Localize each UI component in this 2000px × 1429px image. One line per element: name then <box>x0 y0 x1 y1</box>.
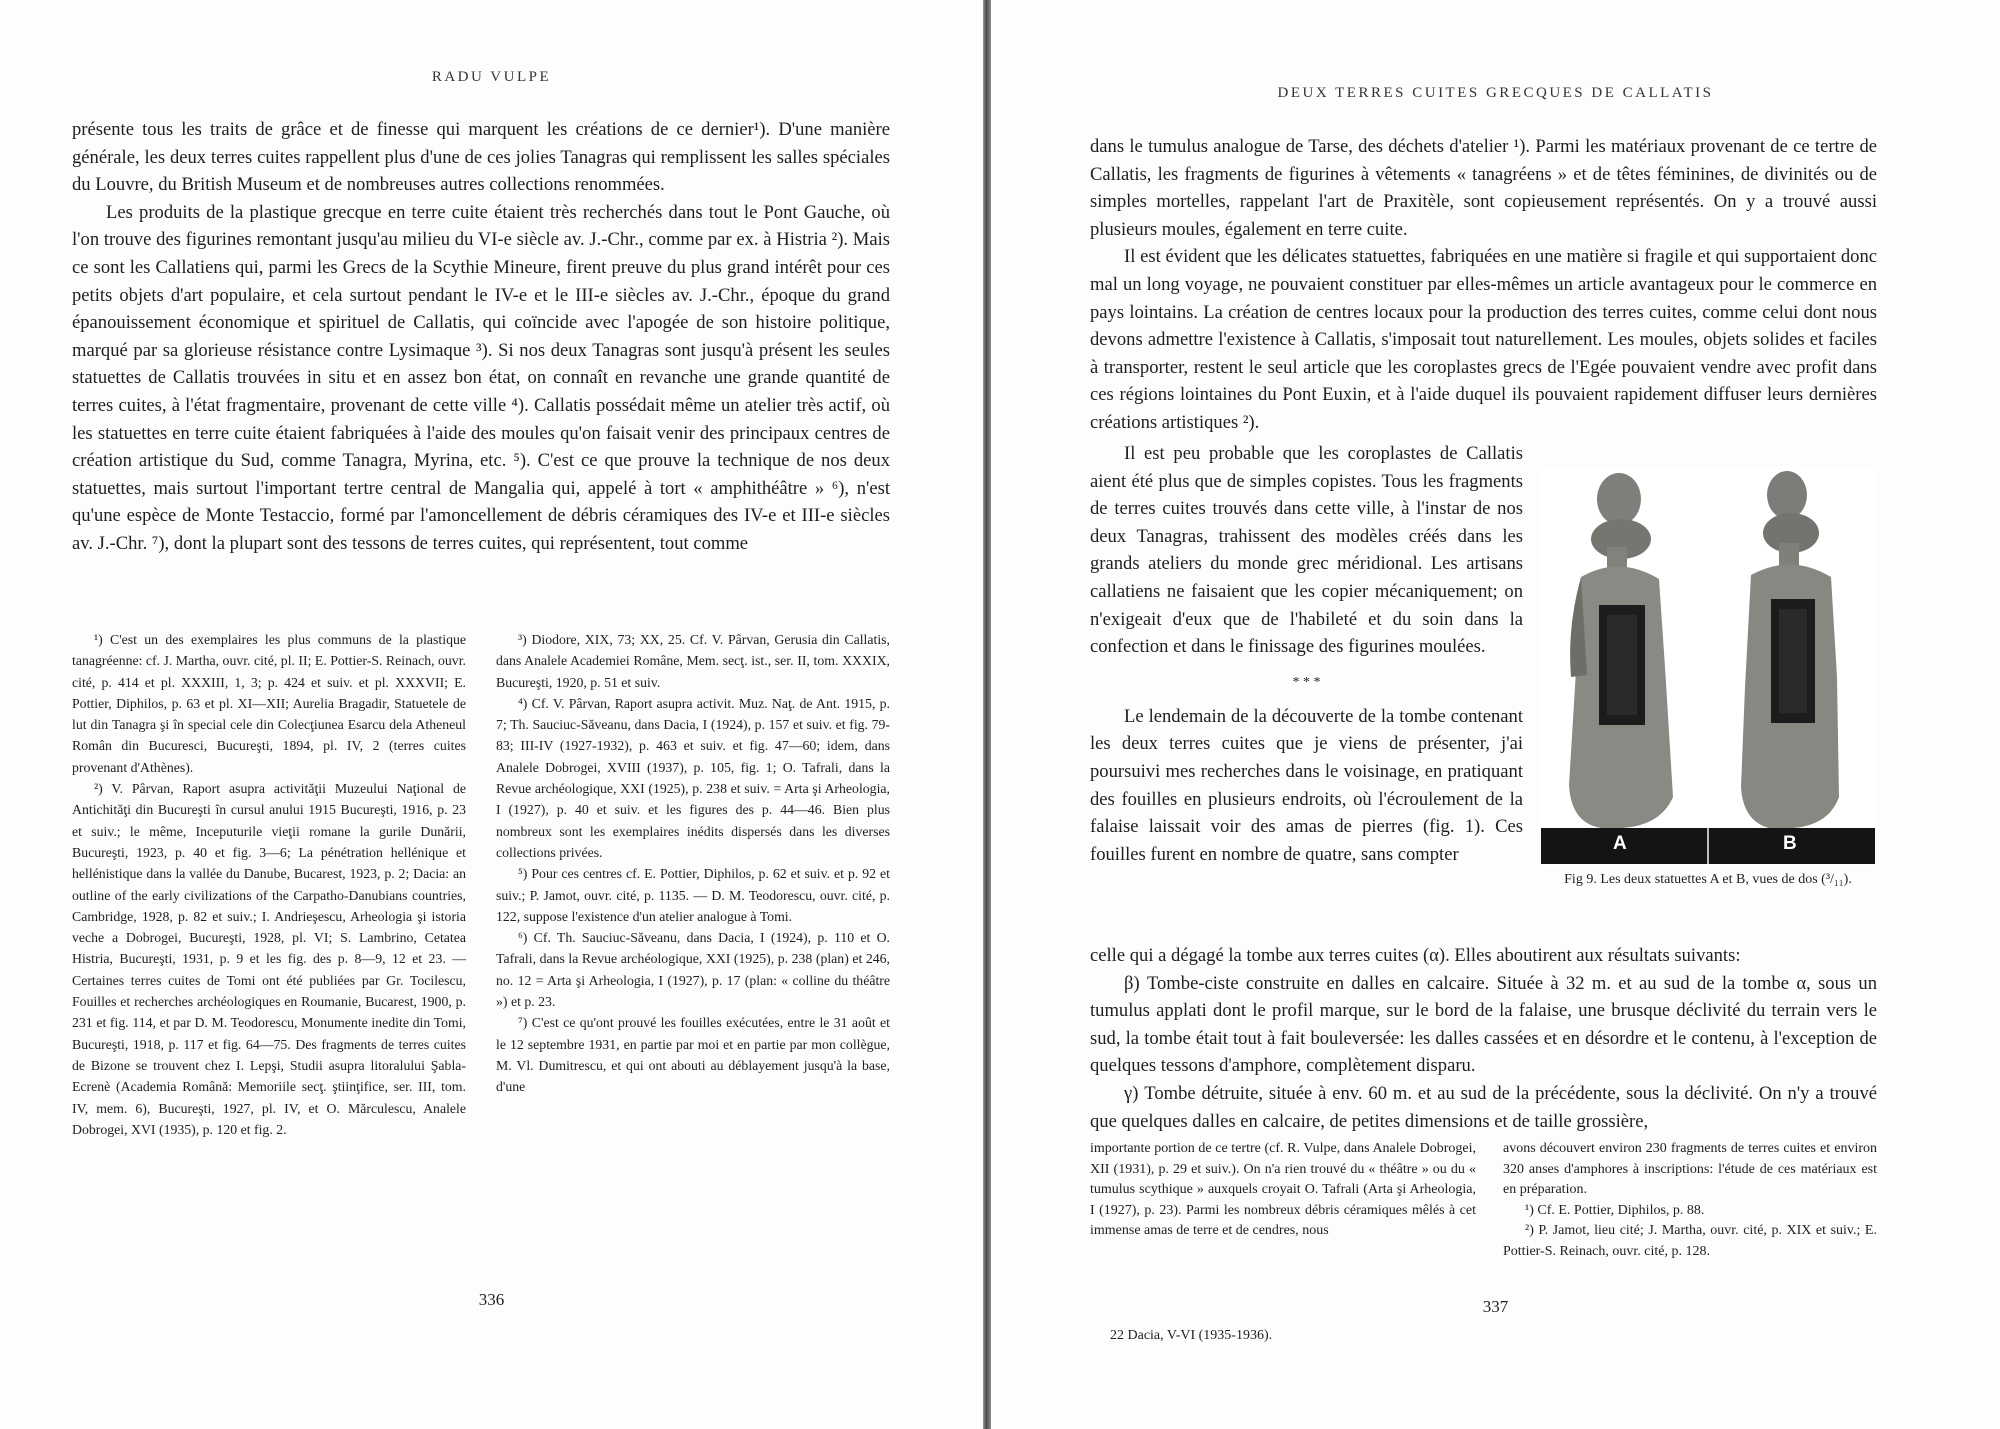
footnote-continuation: importante portion de ce tertre (cf. R. Vulpe, dans Analele Dobrogei, XII (1931), p. 29 et suiv.). On n'a rien trouvé du « théâtre » ou du « tumulus scythique » auxquels croyait O. Tafrali (Arta şi Arheologia, I (1927), p. 23). Parmi les nombreux débris céramiques mêlés à cet immense amas de terre et de cendres, nous <box>1090 1141 1476 1239</box>
footnote-3: ³) Diodore, XIX, 73; XX, 25. Cf. V. Pârvan, Gerusia din Callatis, dans Analele Academiei Române, Mem. secţ. ist., ser. II, tom. XXXIX, Bucureşti, 1920, p. 51 et suiv. <box>496 632 890 690</box>
left-main-text <box>72 116 890 558</box>
running-head-right: DEUX TERRES CUITES GRECQUES DE CALLATIS <box>1277 85 1714 101</box>
right-footnote-col-1 <box>1090 1139 1476 1242</box>
right-side-text <box>1090 440 1523 868</box>
page-number-right: 337 <box>1482 1297 1509 1316</box>
footnote-6: ⁶) Cf. Th. Sauciuc-Săveanu, dans Dacia, I (1924), p. 110 et O. Tafrali, dans la Revue archéologique, XXI (1925), p. 238 (plan) et 246, no. 12 = Arta şi Arheologia, I (1927), p. 17 (plan: « colline du théâtre ») et p. 23. <box>496 930 890 1010</box>
left-paragraph-2: Les produits de la plastique grecque en terre cuite étaient très recherchés dans tout le Pont Gauche, où l'on trouve des figurines remontant jusqu'au milieu du VI-e siècle av. J.-Chr., comme par ex. à Histria ²). Mais ce sont les Callatiens qui, parmi les Grecs de la Scythie Mineure, firent preuve du plus grand intérêt pour ces petits objets d'art populaire, et cela surtout pendant le IV-e et le III-e siècles av. J.-Chr., époque du grand épanouissement économique et spirituel de Callatis, qui coïncide avec l'apogée de son histoire politique, marqué par sa glorieuse résistance contre Lysimaque ³). Si nos deux Tanagras sont jusqu'à présent les seules statuettes de Callatis trouvées in situ et en assez bon état, on connaît en revanche une grande quantité de terres cuites, à l'état fragmentaire, provenant de cette ville ⁴). Callatis possédait même un atelier très actif, où les statuettes en terre cuite étaient fabriquées à l'aide des moules qu'on faisait venir des principaux centres de création artistique du Sud, comme Tanagra, Myrina, etc. ⁵). C'est ce que prouve la technique de nos deux statuettes, mais surtout l'important tertre central de Mangalia qui, appelé à tort « amphithéâtre » ⁶), n'est qu'une espèce de Monte Testaccio, formé par l'amoncellement de débris céramiques des IV-e et III-e siècles av. J.-Chr. ⁷), dont la plupart sont des tessons de terres cuites, qui représentent, tout comme <box>72 201 890 554</box>
signature-line: 22 Dacia, V-VI (1935-1936). <box>1110 1328 1273 1343</box>
right-paragraph-4: Le lendemain de la découverte de la tombe contenant les deux terres cuites que je viens de présenter, j'ai poursuivi mes recherches dans le voisinage, en pratiquant des fouilles en plusieurs endroits, où l'écroulement de la falaise laissait voir des amas de pierres (fig. 1). Ces fouilles furent en nombre de quatre, sans compter <box>1090 705 1523 865</box>
left-paragraph-1: présente tous les traits de grâce et de finesse qui marquent les créations de ce dernier¹). D'une manière générale, les deux terres cuites rappellent plus d'une de ces jolies Tanagras qui remplissent les salles spéciales du Louvre, du British Museum et de nombreuses autres collections renommées. <box>72 119 890 196</box>
footnote-continuation-2: avons découvert environ 230 fragments de terres cuites et environ 320 anses d'amphores à inscriptions: l'étude de ces matériaux est en préparation. <box>1503 1141 1877 1198</box>
right-page <box>991 0 2000 1429</box>
right-footnote-col-2 <box>1503 1139 1877 1263</box>
right-paragraph-7: γ) Tombe détruite, située à env. 60 m. et au sud de la précédente, sous la déclivité. On n'y a trouvé que quelques dalles en calcaire, de petites dimensions et de taille grossière, <box>1090 1082 1877 1132</box>
footnote-5: ⁵) Pour ces centres cf. E. Pottier, Diphilos, p. 62 et suiv. et p. 92 et suiv.; P. Jamot, ouvr. cité, p. 1135. — D. M. Teodorescu, ouvr. cité, p. 122, suppose l'existence d'un atelier analogue à Tomi. <box>496 866 890 924</box>
right-paragraph-2: Il est évident que les délicates statuettes, fabriquées en une matière si fragile et qui supportaient donc mal un long voyage, ne pouvaient constituer par elles-mêmes un article avantageux pour le commerce en pays lointains. La création de centres locaux pour la production des terres cuites, comme celui dont nous devons admettre l'existence à Callatis, s'imposait tout naturellement. Les moules, objets solides et faciles à transporter, restent le seul article que les coroplastes grecs de l'Egée pouvaient vendre avec profit dans ces régions lointaines du Pont Euxin, et à l'aide duquel ils pouvaient rapidement diffuser leurs dernières créations artistiques ²). <box>1090 246 1877 433</box>
right-paragraph-6: β) Tombe-ciste construite en dalles en calcaire. Située à 32 m. et au sud de la tombe α, sous un tumulus applati dont le profil marque, sur le bord de la falaise, une brusque déclivité du terrain vers le sud, la tombe était tout à fait bouleversée: les dalles cassées et en désordre et le contenu, à l'exception de quelques tessons d'amphore, complètement disparu. <box>1090 972 1877 1077</box>
footnote-4: ⁴) Cf. V. Pârvan, Raport asupra activit. Muz. Naţ. de Ant. 1915, p. 7; Th. Sauciuc-Săveanu, dans Dacia, I (1924), p. 157 et suiv. et fig. 79-83; III-IV (1927-1932), p. 463 et suiv. et fig. 47—60; idem, dans Analele Dobrogei, XVIII (1937), p. 105, fig. 1; O. Tafrali, dans la Revue archéologique, XXI (1925), p. 238 et suiv. = Arta şi Arheologia, I (1927), p. 40 et suiv. et les figures des p. 44—46. Bien plus nombreux sont les exemplaires inédits dispersés dans les diverses collections privées. <box>496 695 890 860</box>
book-gutter <box>983 0 991 1429</box>
figure-label-a: A <box>1613 833 1627 854</box>
left-footnotes <box>72 629 890 1140</box>
page-number-left: 336 <box>478 1290 505 1309</box>
statuettes-figure-image <box>1541 467 1875 828</box>
asterism: * * * <box>1292 674 1321 690</box>
right-paragraph-5: celle qui a dégagé la tombe aux terres cuites (α). Elles aboutirent aux résultats suivants: <box>1090 945 1741 966</box>
right-paragraph-1: dans le tumulus analogue de Tarse, des déchets d'atelier ¹). Parmi les matériaux provenant de ce tertre de Callatis, les fragments de figurines à vêtements « tanagréens » et de têtes féminines, de divinités ou de simples mortelles, rappelant l'art de Praxitèle, sont copieusement représentés. On y a trouvé aussi plusieurs moules, également en terre cuite. <box>1090 136 1877 240</box>
figure-divider <box>1707 828 1709 864</box>
footnote-r2: ²) P. Jamot, lieu cité; J. Martha, ouvr. cité, p. XIX et suiv.; E. Pottier-S. Reinach, ouvr. cité, p. 128. <box>1503 1223 1877 1259</box>
left-page <box>0 0 983 1429</box>
footnote-7: ⁷) C'est ce qu'ont prouvé les fouilles exécutées, entre le 31 août et le 12 septembre 1931, en partie par moi et en partie par mon collègue, M. Vl. Dumitrescu, et qui ont abouti au déblayement jusqu'à la base, d'une <box>496 1015 890 1095</box>
statuettes-photo <box>1541 467 1875 867</box>
figure-caption: Fig 9. Les deux statuettes A et B, vues de dos (³/₁₁). <box>1564 872 1852 887</box>
right-paragraph-3: Il est peu probable que les coroplastes de Callatis aient été plus que de simples copistes. Tous les fragments de terres cuites trouvés dans cette ville, à l'instar de nos deux Tanagras, trahissent des modèles créés dans les grands ateliers du monde grec méridional. Les artisans callatiens ne faisaient que les copier mécaniquement; on n'exigeait d'eux que de l'habileté et du soin dans la confection et dans le finissage des figurines moulées. <box>1090 443 1523 658</box>
running-head-left: RADU VULPE <box>431 69 552 85</box>
footnote-r1: ¹) Cf. E. Pottier, Diphilos, p. 88. <box>1525 1202 1705 1218</box>
figure-label-b: B <box>1783 833 1797 854</box>
footnote-2: ²) V. Pârvan, Raport asupra activităţii Muzeului Naţional de Antichităţi din Bucureşti în cursul anului 1915 Bucureşti, 1916, p. 23 et suiv.; le même, Inceputurile vieţii romane la gurile Dunării, Bucureşti, 1923, p. 40 et fig. 3—6; La pénétration hellénique et hellénistique dans la vallée du Danube, Bucarest, 1923, p. 2; Dacia: an outline of the early civilizations of the Carpatho-Danubians countries, Cambridge, 1928, p. 82 et suiv.; I. Andrieşescu, Arheologia şi istoria veche a Dobrogei, Bucureşti, 1928, pl. VI; S. Lambrino, Cetatea Histria, Bucureşti, 1931, p. 9 et les fig. des p. 8—9, 12 et 23. — Certaines terres cuites de Tomi ont été publiées par Gr. Tocilescu, Fouilles et recherches archéologiques en Roumanie, Bucarest, 1900, p. 231 et fig. 114, et par D. M. Teodorescu, Monumente inedite din Tomi, Bucureşti, 1918, p. 117 et fig. 64—75. Des fragments de terres cuites de Bizone se trouvent chez I. Lepşi, Studii asupra litoralului Şabla-Ecrenè (Academia Română: Memoriile secţ. ştiinţifice, ser. III, tom. IV, mem. 6), Bucureşti, 1927, pl. IV, et O. Mărculescu, Analele Dobrogei, XVI (1935), p. 120 et fig. 2. <box>72 781 466 1137</box>
right-main-text-bottom <box>1090 942 1877 1135</box>
footnote-1: ¹) C'est un des exemplaires les plus communs de la plastique tanagréenne: cf. J. Martha, ouvr. cité, pl. II; E. Pottier-S. Reinach, ouvr. cité, p. 414 et pl. XXXIII, 1, 3; p. 424 et suiv. et pl. XXXVII; E. Pottier, Diphilos, p. 63 et pl. XI—XII; Aurelia Bragadir, Statuetele de lut din Tanagra şi în special cele din Colecţiunea Esarcu dela Atheneul Român din Bucuresci, Bucureşti, 1894, pl. IV, 2 (terres cuites provenant d'Athènes). <box>72 632 466 775</box>
right-main-text-top <box>1090 133 1877 437</box>
